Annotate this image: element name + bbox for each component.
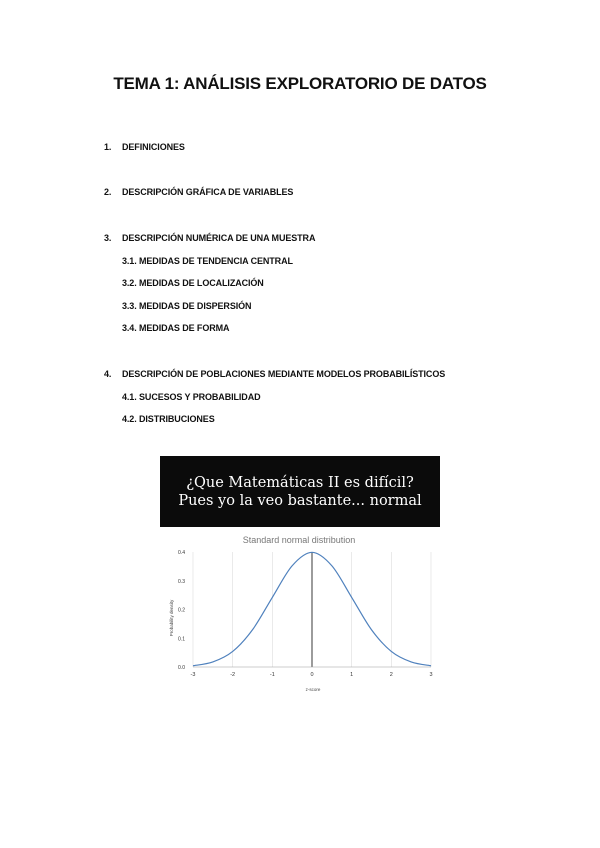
y-tick-label: 0.4 <box>178 550 185 556</box>
x-tick-label: 3 <box>429 672 433 678</box>
subsection-3-2: 3.2. MEDIDAS DE LOCALIZACIÓN <box>122 278 264 288</box>
subsection-4-1: 4.1. SUCESOS Y PROBABILIDAD <box>122 392 261 402</box>
x-tick-label: 1 <box>350 672 354 678</box>
x-axis-label: z-score <box>305 687 321 692</box>
subsection-3-3: 3.3. MEDIDAS DE DISPERSIÓN <box>122 301 252 311</box>
y-tick-label: 0.0 <box>178 665 185 671</box>
meme-line-2: Pues yo la veo bastante... normal <box>178 493 422 509</box>
y-tick-label: 0.1 <box>178 636 185 643</box>
subsection-3-4: 3.4. MEDIDAS DE FORMA <box>122 323 230 333</box>
subsection-4-2: 4.2. DISTRIBUCIONES <box>122 414 215 424</box>
x-tick-label: -1 <box>269 672 275 678</box>
y-axis-label: Probability density <box>169 599 174 637</box>
section-label: DESCRIPCIÓN NUMÉRICA DE UNA MUESTRA <box>122 233 316 243</box>
section-number: 2. <box>104 187 112 197</box>
meme-banner <box>160 456 440 527</box>
y-tick-label: 0.2 <box>178 607 185 614</box>
section-number: 1. <box>104 142 112 152</box>
x-tick-label: 2 <box>389 672 393 678</box>
x-tick-label: -3 <box>190 672 196 678</box>
section-label: DESCRIPCIÓN GRÁFICA DE VARIABLES <box>122 187 294 197</box>
document-title: TEMA 1: ANÁLISIS EXPLORATORIO DE DATOS <box>113 74 487 93</box>
section-label: DESCRIPCIÓN DE POBLACIONES MEDIANTE MODELOS PROBABILÍSTICOS <box>122 369 446 379</box>
normal-distribution-chart <box>165 532 437 700</box>
subsection-3-1: 3.1. MEDIDAS DE TENDENCIA CENTRAL <box>122 256 293 266</box>
section-number: 3. <box>104 233 112 243</box>
chart-title: Standard normal distribution <box>242 535 356 545</box>
meme-line-1: ¿Que Matemáticas II es difícil? <box>186 475 414 491</box>
x-tick-label: 0 <box>310 672 314 678</box>
y-tick-label: 0.3 <box>178 578 185 585</box>
x-tick-label: -2 <box>230 672 236 678</box>
section-number: 4. <box>104 369 112 379</box>
section-label: DEFINICIONES <box>122 142 185 152</box>
